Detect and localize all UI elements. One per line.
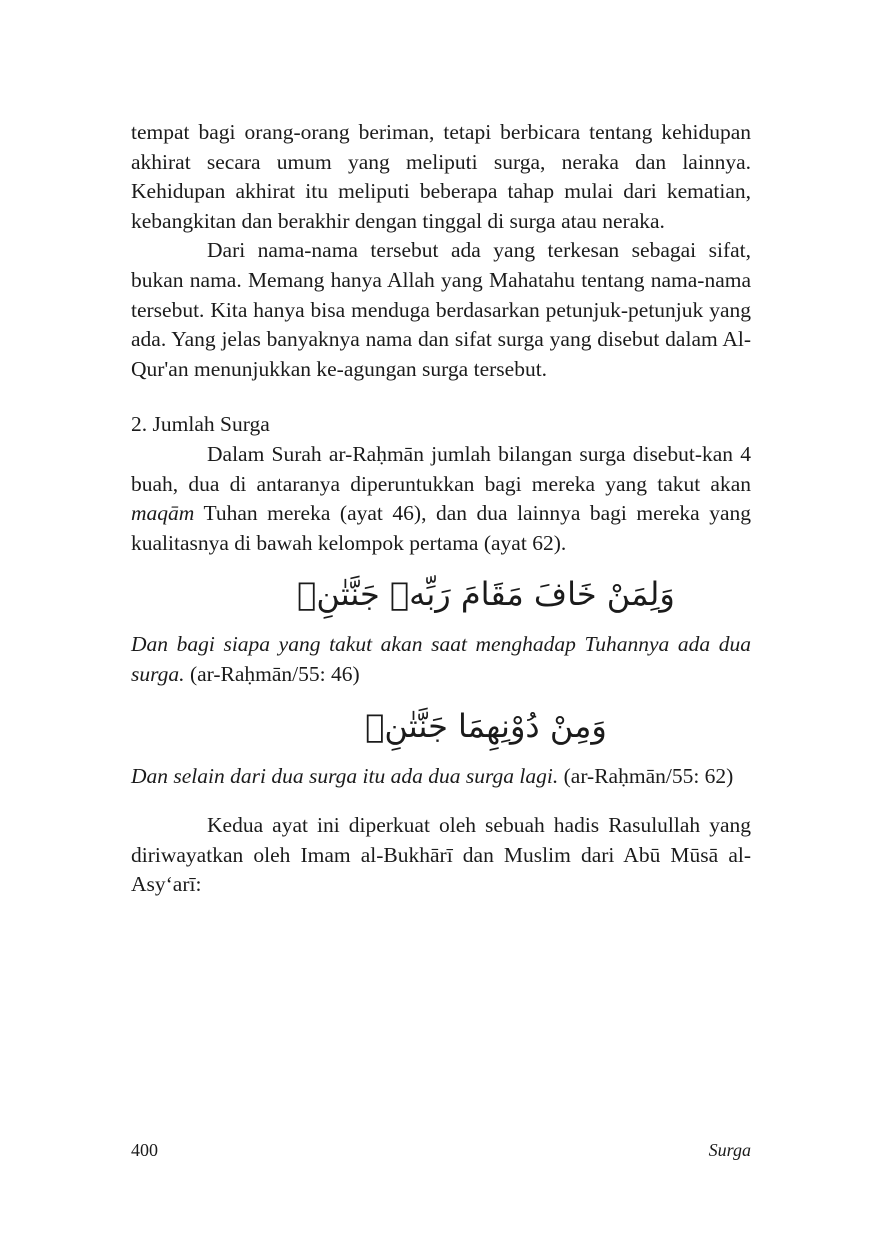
page-footer [131, 1140, 751, 1161]
running-title: Surga [708, 1140, 751, 1160]
verse-1-translation-text: Dan bagi siapa yang takut akan saat menghadap Tuhannya ada dua surga. [131, 632, 751, 686]
verse-2-translation-text: Dan selain dari dua surga itu ada dua surga lagi. [131, 763, 559, 788]
verse-2-arabic: وَمِنْ دُوْنِهِمَا جَنَّتٰنِۚ [365, 706, 607, 745]
paragraph-1: tempat bagi orang-orang beriman, tetapi berbicara tentang kehidupan akhirat secara umum yang meliputi surga, neraka dan lainnya. Kehidupan akhirat itu meliputi beberapa tahap mulai dari kematian, kebangkitan dan berakhir dengan tinggal di surga atau neraka. [131, 120, 751, 233]
verse-1-arabic: وَلِمَنْ خَافَ مَقَامَ رَبِّهٖ جَنَّتٰنِۚ [297, 575, 675, 614]
verse-2-translation [131, 762, 751, 792]
paragraph-3-italic: maqām [131, 501, 195, 526]
paragraph-3-after: Tuhan mereka (ayat 46), dan dua lainnya bagi mereka yang kualitasnya di bawah kelompok pertama (ayat 62). [131, 501, 751, 555]
paragraph-3 [131, 440, 751, 558]
closing-paragraph: Kedua ayat ini diperkuat oleh sebuah hadis Rasulullah yang diriwayatkan oleh Imam al-Bukhārī dan Muslim dari Abū Mūsā al-Asy‘arī: [131, 813, 751, 897]
verse-1-translation [131, 630, 751, 689]
page-body [131, 118, 751, 900]
verse-2-reference: (ar-Raḥmān/55: 62) [558, 763, 734, 788]
page-number: 400 [131, 1140, 158, 1160]
paragraph-3-before: Dalam Surah ar-Raḥmān jumlah bilangan surga disebut-kan 4 buah, dua di antaranya diperuntukkan bagi mereka yang takut akan [131, 441, 751, 496]
paragraph-2: Dari nama-nama tersebut ada yang terkesan sebagai sifat, bukan nama. Memang hanya Allah yang Mahatahu tentang nama-nama tersebut. Kita hanya bisa menduga berdasarkan petunjuk-petunjuk yang ada. Yang jelas banyaknya nama dan sifat surga yang disebut dalam Al-Qur'an menunjukkan ke-agungan surga tersebut. [131, 238, 751, 381]
section-heading: 2. Jumlah Surga [131, 412, 270, 437]
verse-1-reference: (ar-Raḥmān/55: 46) [184, 661, 360, 686]
